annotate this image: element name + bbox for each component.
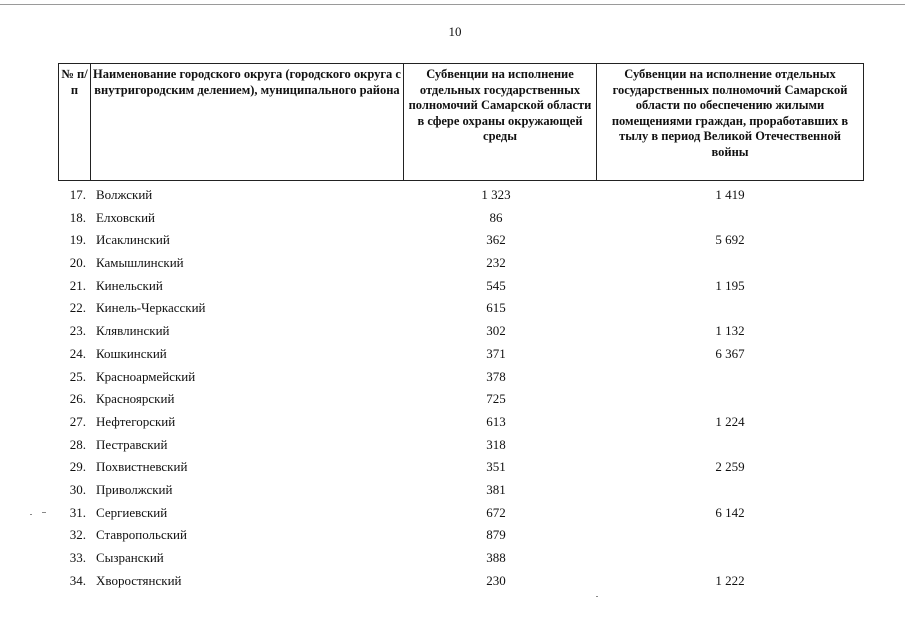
housing-subvention-value: 1 224 bbox=[715, 413, 745, 429]
environment-subvention-value: 672 bbox=[486, 504, 506, 520]
table-row bbox=[0, 480, 905, 503]
environment-subvention-value: 615 bbox=[486, 300, 506, 316]
table-row bbox=[0, 344, 905, 367]
environment-subvention-value: 381 bbox=[486, 481, 506, 497]
scan-speck bbox=[596, 596, 598, 597]
row-number: 32. bbox=[69, 527, 86, 543]
housing-subvention-value: 1 222 bbox=[715, 572, 745, 588]
district-name: Клявлинский bbox=[96, 323, 170, 339]
table-row bbox=[0, 525, 905, 548]
district-name: Кошкинский bbox=[96, 345, 167, 361]
row-number: 20. bbox=[69, 255, 86, 271]
district-name: Похвистневский bbox=[96, 459, 188, 475]
district-name: Елховский bbox=[96, 209, 155, 225]
district-name: Камышлинский bbox=[96, 255, 184, 271]
row-number: 34. bbox=[69, 572, 86, 588]
district-name: Нефтегорский bbox=[96, 413, 176, 429]
district-name: Пестравский bbox=[96, 436, 168, 452]
housing-subvention-value: 5 692 bbox=[715, 232, 745, 248]
table-row bbox=[0, 548, 905, 571]
row-number: 21. bbox=[69, 277, 86, 293]
district-name: Красноярский bbox=[96, 391, 175, 407]
table-row bbox=[0, 457, 905, 480]
row-number: 19. bbox=[69, 232, 86, 248]
district-name: Красноармейский bbox=[96, 368, 196, 384]
housing-subvention-value: 6 142 bbox=[715, 504, 745, 520]
scan-speck bbox=[30, 514, 32, 515]
table-row bbox=[0, 208, 905, 231]
header-name: Наименование городского округа (городского округа с внутригородским делением), муниципального района bbox=[91, 64, 404, 181]
row-number: 30. bbox=[69, 481, 86, 497]
table-header bbox=[58, 63, 864, 181]
row-number: 23. bbox=[69, 323, 86, 339]
table-row bbox=[0, 230, 905, 253]
environment-subvention-value: 378 bbox=[486, 368, 506, 384]
scan-speck bbox=[42, 512, 46, 513]
row-number: 24. bbox=[69, 345, 86, 361]
environment-subvention-value: 318 bbox=[486, 436, 506, 452]
environment-subvention-value: 232 bbox=[486, 255, 506, 271]
table-row bbox=[0, 435, 905, 458]
row-number: 27. bbox=[69, 413, 86, 429]
header-num: № п/п bbox=[59, 64, 91, 181]
row-number: 31. bbox=[69, 504, 86, 520]
housing-subvention-value: 6 367 bbox=[715, 345, 745, 361]
table-body bbox=[0, 185, 905, 593]
row-number: 25. bbox=[69, 368, 86, 384]
table-row bbox=[0, 412, 905, 435]
environment-subvention-value: 725 bbox=[486, 391, 506, 407]
row-number: 33. bbox=[69, 550, 86, 565]
district-name: Кинельский bbox=[96, 277, 163, 293]
environment-subvention-value: 351 bbox=[486, 459, 506, 475]
table-row bbox=[0, 253, 905, 276]
environment-subvention-value: 362 bbox=[486, 232, 506, 248]
district-name: Хворостянский bbox=[96, 572, 182, 588]
housing-subvention-value: 1 132 bbox=[715, 323, 745, 339]
row-number: 29. bbox=[69, 459, 86, 475]
district-name: Кинель-Черкасский bbox=[96, 300, 206, 316]
table-row bbox=[0, 367, 905, 390]
environment-subvention-value: 86 bbox=[489, 209, 503, 225]
housing-subvention-value: 1 195 bbox=[715, 277, 745, 293]
environment-subvention-value: 371 bbox=[486, 345, 506, 361]
environment-subvention-value: 302 bbox=[486, 323, 506, 339]
table-row bbox=[0, 321, 905, 344]
row-number: 17. bbox=[69, 187, 86, 202]
district-name: Приволжский bbox=[96, 481, 173, 497]
district-name: Сергиевский bbox=[96, 504, 168, 520]
table-row bbox=[0, 389, 905, 412]
table-row bbox=[0, 571, 905, 594]
table-row bbox=[0, 276, 905, 299]
district-name: Волжский bbox=[96, 187, 153, 202]
environment-subvention-value: 613 bbox=[486, 413, 506, 429]
row-number: 26. bbox=[69, 391, 86, 407]
environment-subvention-value: 879 bbox=[486, 527, 506, 543]
environment-subvention-value: 545 bbox=[486, 277, 506, 293]
environment-subvention-value: 230 bbox=[486, 572, 506, 588]
environment-subvention-value: 1 323 bbox=[481, 187, 511, 202]
header-environment-subvention: Субвенции на исполнение отдельных государственных полномочий Самарской области в сфере охраны окружающей среды bbox=[404, 64, 597, 181]
row-number: 22. bbox=[69, 300, 86, 316]
table-row bbox=[0, 185, 905, 208]
housing-subvention-value: 1 419 bbox=[715, 187, 745, 202]
table-row bbox=[0, 503, 905, 526]
environment-subvention-value: 388 bbox=[486, 550, 506, 565]
district-name: Сызранский bbox=[96, 550, 164, 565]
table-row bbox=[0, 298, 905, 321]
district-name: Исаклинский bbox=[96, 232, 170, 248]
row-number: 18. bbox=[69, 209, 86, 225]
header-row bbox=[59, 64, 864, 181]
page-number: 10 bbox=[448, 24, 462, 39]
row-number: 28. bbox=[69, 436, 86, 452]
housing-subvention-value: 2 259 bbox=[715, 459, 745, 475]
top-rule bbox=[0, 4, 905, 5]
district-name: Ставропольский bbox=[96, 527, 187, 543]
header-housing-subvention: Субвенции на исполнение отдельных государственных полномочий Самарской области по обеспечению жилыми помещениями граждан, проработавших в тылу в период Великой Отечественной войны bbox=[597, 64, 864, 181]
